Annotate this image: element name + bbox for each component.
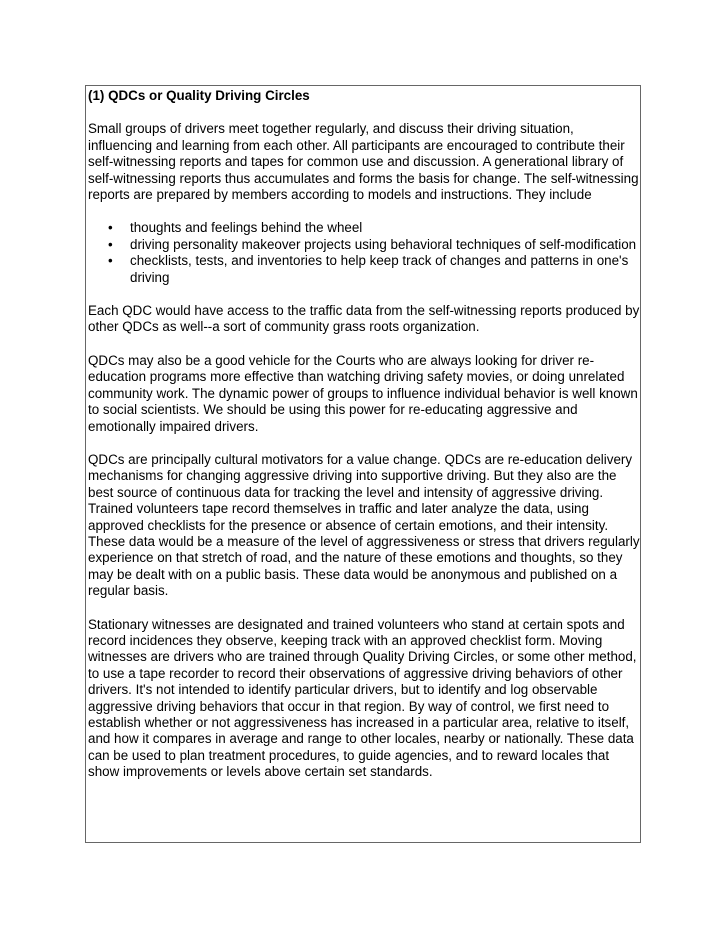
list-item	[88, 237, 640, 253]
courts-paragraph: QDCs may also be a good vehicle for the Courts who are always looking for driver re-education programs more effective than watching driving safety movies, or doing unrelated community work. The dynamic power of groups to influence individual behavior is well known to social scientists. We should be using this power for re-educating aggressive and emotionally impaired drivers.	[88, 352, 638, 434]
list-item-text: checklists, tests, and inventories to help keep track of changes and patterns in one's driving	[130, 253, 629, 285]
bullet-icon: •	[108, 253, 113, 269]
list-item	[88, 220, 640, 236]
bullet-list	[88, 220, 640, 286]
list-item-text: thoughts and feelings behind the wheel	[130, 220, 363, 236]
list-item	[88, 253, 640, 286]
section-heading: (1) QDCs or Quality Driving Circles	[88, 88, 310, 103]
bullet-icon: •	[108, 236, 113, 252]
access-paragraph: Each QDC would have access to the traffic data from the self-witnessing reports produced by other QDCs as well--a sort of community grass roots organization.	[88, 303, 640, 335]
document-box	[85, 85, 641, 843]
bullet-icon: •	[108, 220, 113, 236]
intro-paragraph: Small groups of drivers meet together regularly, and discuss their driving situation, influencing and learning from each other. All participants are encouraged to contribute their self-witnessing reports and tapes for common use and discussion. A generational library of self-witnessing reports thus accumulates and forms the basis for change. The self-witnessing reports are prepared by members according to models and instructions. They include	[88, 121, 639, 203]
list-item-text: driving personality makeover projects using behavioral techniques of self-modification	[130, 236, 637, 252]
witnesses-paragraph: Stationary witnesses are designated and trained volunteers who stand at certain spots and record incidences they observe, keeping track with an approved checklist form. Moving witnesses are drivers who are trained through Quality Driving Circles, or some other method, to use a tape recorder to record their observations of aggressive driving behaviors of other drivers. It's not intended to identify particular drivers, but to identify and log observable aggressive driving behaviors that occur in that region. By way of control, we first need to establish whether or not aggressiveness has increased in a particular area, relative to itself, and how it compares in average and range to other locales, nearby or nationally. These data can be used to plan treatment procedures, to guide agencies, and to reward locales that show improvements or levels above certain set standards.	[88, 616, 637, 780]
motivators-paragraph: QDCs are principally cultural motivators for a value change. QDCs are re-education delivery mechanisms for changing aggressive driving into supportive driving. But they also are the best source of continuous data for tracking the level and intensity of aggressive driving. Trained volunteers tape record themselves in traffic and later analyze the data, using approved checklists for the presence or absence of certain emotions, and their intensity. These data would be a measure of the level of aggressiveness or stress that drivers regularly experience on that stretch of road, and the nature of these emotions and thoughts, so they may be dealt with on a public basis. These data would be anonymous and published on a regular basis.	[88, 451, 640, 599]
